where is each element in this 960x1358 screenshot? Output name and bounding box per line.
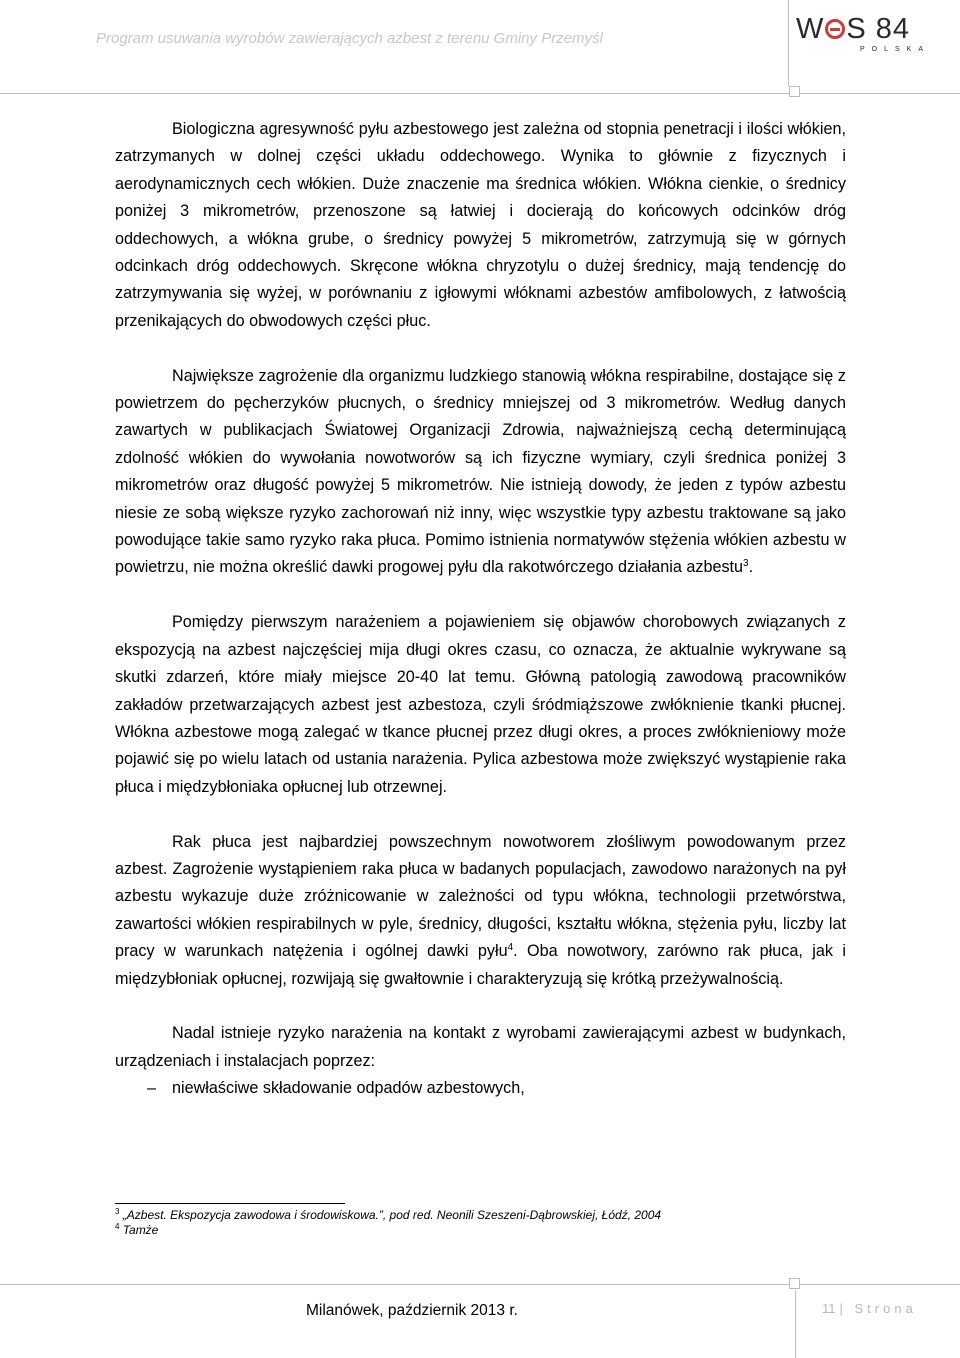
company-logo [796, 14, 936, 62]
footnote-number: 3 [115, 1207, 120, 1216]
logo-text-right: S 84 [846, 13, 911, 45]
footer-corner-square-icon [789, 1278, 800, 1289]
paragraph-text-end: . [748, 558, 754, 577]
list-item [115, 1075, 846, 1102]
footnote-3 [115, 1208, 661, 1223]
list-item-text: niewłaściwe składowanie odpadów azbestowych, [172, 1079, 525, 1098]
footer-horizontal-rule [0, 1284, 960, 1285]
logo-subtitle: POLSKA [860, 46, 931, 53]
paragraph-text: Rak płuca jest najbardziej powszechnym nowotworem złośliwym powodowanym przez azbest. Zagrożenie wystąpieniem raka płuca w badanych populacjach, zawodowo narażonych na pył azbestu wykazuje duże zróżnicowanie w zależności od typu włókna, technologii przetwórstwa, zawartości włókien respirabilnych w pyle, średnicy, długości, kształtu włókna, stężenia pyłu, liczby lat pracy w warunkach natężenia i ogólnej dawki pyłu [115, 832, 846, 961]
header-corner-square-icon [789, 86, 800, 97]
document-header-title: Program usuwania wyrobów zawierających azbest z terenu Gminy Przemyśl [96, 30, 603, 47]
logo-e-mark-icon [825, 19, 845, 39]
page-number: 11 [822, 1301, 836, 1316]
footnote-separator [115, 1203, 345, 1204]
footnote-text: „Azbest. Ekspozycja zawodowa i środowiskowa.”, pod red. Neonili Szeszeni-Dąbrowskiej, Łódź, 2004 [119, 1208, 662, 1222]
paragraph-exposure-risk: Nadal istnieje ryzyko narażenia na kontakt z wyrobami zawierającymi azbest w budynkach, urządzeniach i instalacjach poprzez: [115, 1024, 846, 1070]
paragraph-respirable-fibers [115, 363, 846, 582]
page-word: Strona [854, 1301, 917, 1316]
paragraph-text-continued: . Oba nowotwory, zarówno rak płuca, jak i międzybłoniak opłucnej, rozwijają się gwałtownie i charakteryzują się krótką przeżywalnością. [115, 942, 846, 988]
logo-text-left: W [796, 13, 825, 45]
footer-vertical-rule [795, 1290, 796, 1358]
footnote-text: Tamże [119, 1223, 159, 1237]
footnote-reference[interactable]: 3 [743, 558, 749, 570]
header-horizontal-rule [0, 93, 960, 94]
paragraph-latency-asbestosis: Pomiędzy pierwszym narażeniem a pojawieniem się objawów chorobowych związanych z ekspozycją na azbest najczęściej mija długi okres czasu, co oznacza, że aktualnie wykrywane są skutki zdarzeń, które miały miejsce 20-40 lat temu. Główną patologią zawodową pracowników zakładów przetwarzających azbest jest azbestoza, czyli śródmiąższowe zwłóknienie tkanki płucnej. Włókna azbestowe mogą zalegać w tkance płucnej przez długi okres, a proces zwłóknieniowy może pojawić się po wielu latach od ustania narażenia. Pylica azbestowa może zwiększyć wystąpienie raka płuca i międzybłoniaka opłucnej lub otrzewnej. [115, 613, 846, 796]
footer-place-date: Milanówek, październik 2013 r. [306, 1302, 518, 1319]
paragraph-fiber-aggressiveness: Biologiczna agresywność pyłu azbestowego jest zależna od stopnia penetracji i ilości włókien, zatrzymanych w dolnej części układu oddechowego. Wynika to głównie z fizycznych i aerodynamicznych cech włókien. Duże znaczenie ma średnica włókien. Włókna cienkie, o średnicy poniżej 3 mikrometrów, przenoszone są łatwiej i docierają do końcowych odcinków dróg oddechowych, a włókna grube, o średnicy powyżej 5 mikrometrów, zatrzymują się w górnych odcinkach dróg oddechowych. Skręcone włókna chryzotylu o dużej średnicy, mają tendencję do zatrzymywania się wyżej, w porównaniu z igłowymi włóknami azbestów amfibolowych, z łatwością przenikających do obwodowych części płuc. [115, 120, 846, 330]
footnote-number: 4 [115, 1222, 120, 1231]
footnotes [115, 1208, 661, 1238]
header-vertical-rule [788, 0, 789, 86]
page-separator: | [839, 1301, 847, 1316]
document-body [115, 116, 846, 1103]
paragraph-text: Największe zagrożenie dla organizmu ludzkiego stanowią włókna respirabilne, dostające się z powietrzem do pęcherzyków płucnych, o średnicy mniejszej od 3 mikrometrów. Według danych zawartych w publikacjach Światowej Organizacji Zdrowia, najważniejszą cechą determinującą zdolność włókien do wywołania nowotworów są ich fizyczne wymiary, czyli średnica poniżej 3 mikrometrów oraz długość powyżej 5 mikrometrów. Nie istnieją dowody, że jeden z typów azbestu niesie ze sobą większe ryzyko zachorowań niż inny, więc wszystkie typy azbestu traktowane są jako powodujące takie samo ryzyko raka płuca. Pomimo istnienia normatywów stężenia włókien azbestu w powietrzu, nie można określić dawki progowej pyłu dla rakotwórczego działania azbestu [115, 366, 846, 577]
paragraph-lung-cancer [115, 829, 846, 993]
page-number-label [822, 1301, 917, 1316]
list-dash-icon: – [147, 1079, 157, 1098]
footnote-4 [115, 1223, 661, 1238]
footnote-reference[interactable]: 4 [507, 942, 514, 954]
